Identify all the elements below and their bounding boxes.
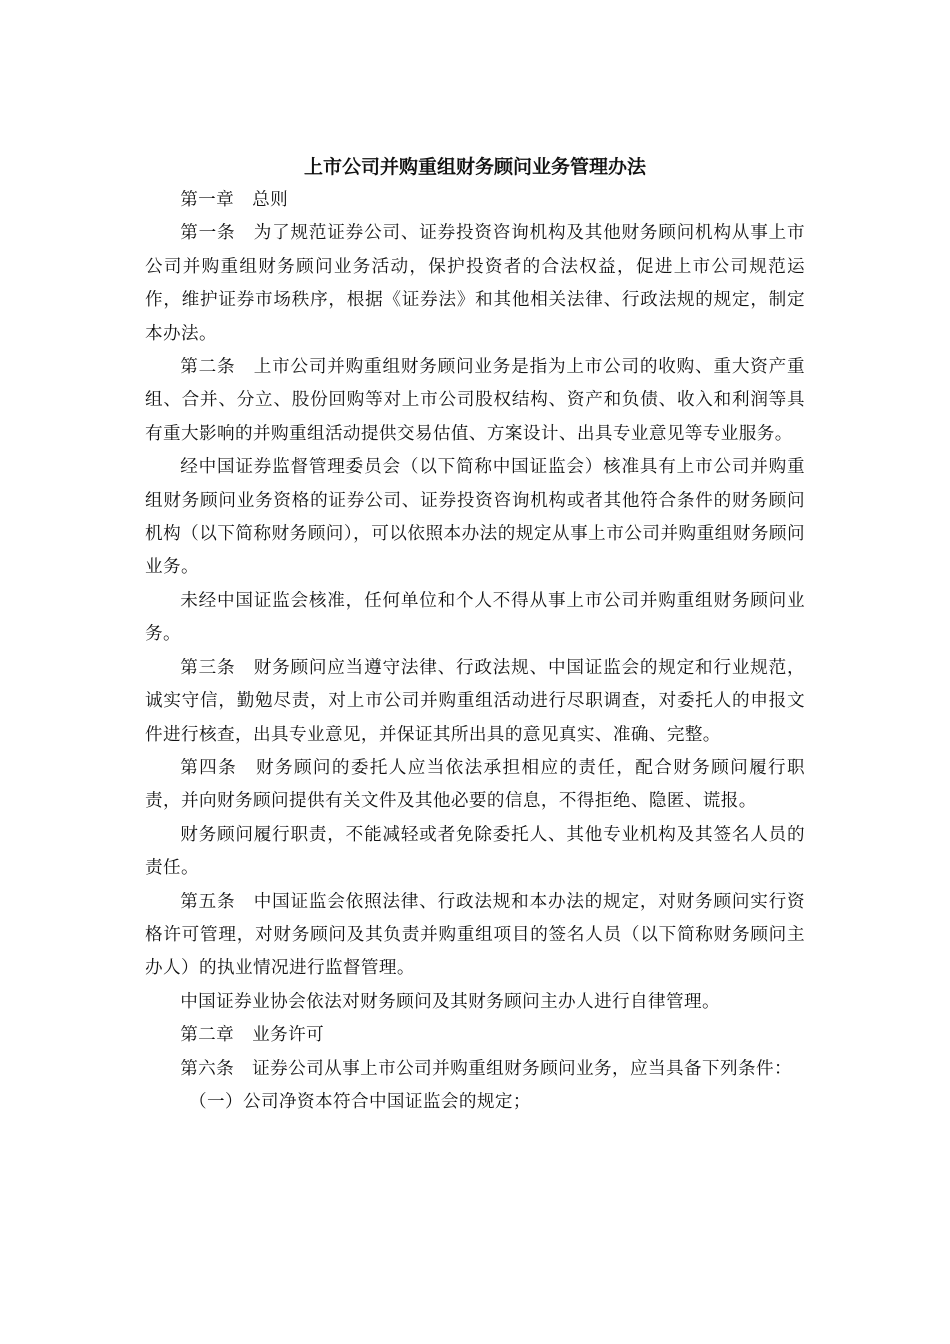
list-item: （一）公司净资本符合中国证监会的规定； — [189, 1091, 531, 1112]
article-paragraph: 第五条 中国证监会依照法律、行政法规和本办法的规定，对财务顾问实行资格许可管理，对财务顾问及其负责并购重组项目的签名人员（以下简称财务顾问主办人）的执业情况进行监督管理。 — [145, 891, 805, 979]
article-paragraph: 第四条 财务顾问的委托人应当依法承担相应的责任，配合财务顾问履行职责，并向财务顾问提供有关文件及其他必要的信息，不得拒绝、隐匿、谎报。 — [145, 757, 805, 812]
article-paragraph: 财务顾问履行职责，不能减轻或者免除委托人、其他专业机构及其签名人员的责任。 — [145, 824, 805, 879]
chapter-heading: 第二章 业务许可 — [180, 1025, 325, 1046]
chapter-heading: 第一章 总则 — [180, 190, 289, 210]
article-paragraph: 第六条 证券公司从事上市公司并购重组财务顾问业务，应当具备下列条件： — [180, 1058, 792, 1079]
article-paragraph: 第三条 财务顾问应当遵守法律、行政法规、中国证监会的规定和行业规范，诚实守信，勤勉尽责，对上市公司并购重组活动进行尽职调查，对委托人的申报文件进行核查，出具专业意见，并保证其所出具的意见真实、准确、完整。 — [145, 657, 805, 745]
document-body — [145, 184, 805, 1119]
article-paragraph: 第一条 为了规范证券公司、证券投资咨询机构及其他财务顾问机构从事上市公司并购重组财务顾问业务活动，保护投资者的合法权益，促进上市公司规范运作，维护证券市场秩序，根据《证券法》和其他相关法律、行政法规的规定，制定本办法。 — [145, 223, 805, 344]
article-paragraph: 经中国证券监督管理委员会（以下简称中国证监会）核准具有上市公司并购重组财务顾问业务资格的证券公司、证券投资咨询机构或者其他符合条件的财务顾问机构（以下简称财务顾问），可以依照本办法的规定从事上市公司并购重组财务顾问业务。 — [145, 457, 805, 578]
article-paragraph: 中国证券业协会依法对财务顾问及其财务顾问主办人进行自律管理。 — [180, 991, 721, 1012]
article-paragraph: 第二条 上市公司并购重组财务顾问业务是指为上市公司的收购、重大资产重组、合并、分立、股份回购等对上市公司股权结构、资产和负债、收入和利润等具有重大影响的并购重组活动提供交易估值、方案设计、出具专业意见等专业服务。 — [145, 357, 805, 444]
article-paragraph: 未经中国证监会核准，任何单位和个人不得从事上市公司并购重组财务顾问业务。 — [145, 590, 805, 645]
document-title: 上市公司并购重组财务顾问业务管理办法 — [303, 156, 646, 178]
